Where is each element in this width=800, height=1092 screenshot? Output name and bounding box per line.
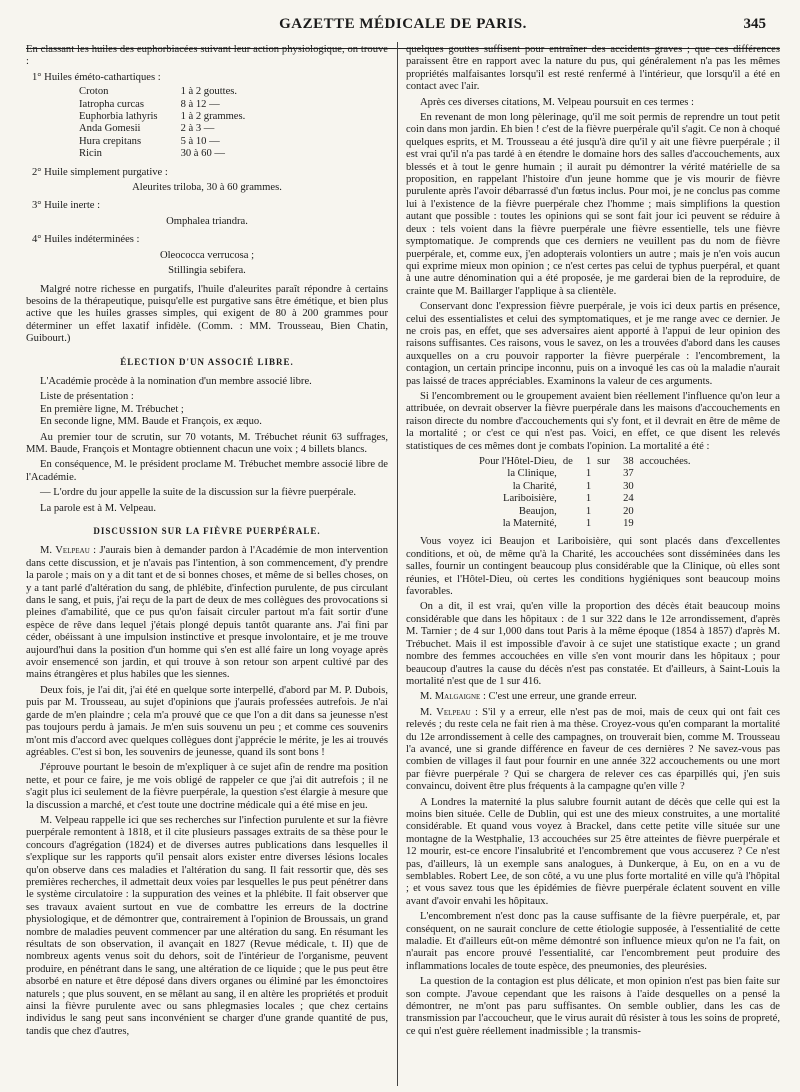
- mortality-place: Lariboisière,: [503, 493, 557, 505]
- category-4-item-2: Stillingia sebifera.: [168, 265, 246, 277]
- oil-name: Euphorbia lathyris: [79, 111, 158, 123]
- mortality-unit: [637, 481, 694, 493]
- velpeau-1-text: : J'aurais bien à demander pardon à l'Académie de mon intervention dans cette discussion, et je n'avais pas l'intention, à son commencement, d'y prendre la parole ; mais on y a dit tant et de si bonnes choses, et même de si belles choses, on y a tant parlé d'altération du sang, de phlébite, d'infection purulente, de pus circulant dans le sang, et puis, j'ai reçu de la part de deux de mes collègues des provocations si pleines d'amabilité, que ce pus qu'on faisait circuler partout m'a fait sortir d'une espèce de rêve dans lequel j'étais plongé depuis tantôt quarante ans. J'ai fini par céder, obéissant à une impulsion instinctive et presque involontaire, et je me trouve aujourd'hui dans la position d'un homme qui s'en est allé faire un long voyage après avoir ensemencé son jardin, et qui trouve à son retour son arpent cultivé par des mains étrangères et plus habiles que les siennes.: [26, 545, 388, 681]
- mortality-sur: sur: [597, 456, 611, 467]
- paragraph-velpeau-4: M. Velpeau rappelle ici que ses recherches sur l'infection purulente et sur la fièvre puerpérale remontent à 1818, et il cite plusieurs passages extraits de sa thèse pour le concours d'agrégation (1824) et de diverses autres publications dans lesquelles il s'explique sur les rapports qu'il pensait alors exister entre diverses lésions locales qu'on observe dans ces maladies et l'altération du sang. Il fait ressortir que, dès ses premières recherches, il admettait deux voies par lesquelles le pus peut pénétrer dans le système circulatoire : la suppuration des veines et la phlébite. Il fait observer que ses travaux avaient surtout en vue de combattre les erreurs de la doctrine physiologique, et de démontrer que, contrairement à l'opinion de Broussais, un grand nombre de maladies peuvent commencer par une altération du sang. En résumant les résultats de son observation, il avançait en 1827 (Revue médicale, t. II) que de nombreux agents venus soit du dehors, soit de l'intérieur de l'organisme, peuvent produire, en pénétrant dans le sang, une altération de ce liquide ; que le pus peut être absorbé en nature et être déposé dans divers organes ou éliminé par les émonctoires naturels ; que plus souvent, en se mêlant au sang, il en altère les propriétés et produit ainsi la fièvre purulente avec ou sans phlegmasies locales ; que chez certains individus le sang peut sans inconvénient se charger d'une grande quantité de pus, tandis que chez d'autres,: [26, 814, 388, 1037]
- paragraph-liste: Liste de présentation :: [40, 391, 134, 403]
- mortality-place: Pour l'Hôtel-Dieu,: [479, 456, 557, 467]
- mortality-n: 30: [623, 480, 634, 492]
- section-heading-election: ÉLECTION D'UN ASSOCIÉ LIBRE.: [120, 356, 294, 367]
- paragraph-richesse: Malgré notre richesse en purgatifs, l'huile d'aleurites paraît répondre à certains besoins de la thérapeutique, puisqu'elle est purgative sans être émétique, et bien plus active que les huiles grasses simples, qui exigent de 80 à 200 grammes pour déterminer un effet laxatif infidèle. (Comm. : MM. Trousseau, Bien Chatin, Guibourt.): [26, 283, 388, 345]
- oil-name: Ricin: [79, 148, 102, 160]
- mortality-row: [476, 468, 694, 480]
- mortality-de: [560, 468, 576, 480]
- paragraph-conservant: Conservant donc l'expression fièvre puerpérale, je vois ici deux partis en présence, celui des essentialistes et celui des symptomatiques, et je me range avec ce dernier. Je ne crois pas, en effet, que ses adversaires aient apporté à l'appui de leur opinion des raisons suffisantes. Ces raisons, vous le savez, on les a trouvées d'abord dans les causes auxquelles on a cru pouvoir rapporter la fièvre puerpérale : l'encombrement, la contagion, un certain principe inconnu, puis on a invoqué les cas où la maladie n'aurait pas laissé de traces appréciables. Examinons la valeur de ces arguments.: [406, 301, 780, 387]
- mortality-place: la Clinique,: [507, 468, 557, 480]
- paragraph-ligne-1: En première ligne, M. Trébuchet ;: [40, 403, 184, 415]
- mortality-unit: [637, 518, 694, 530]
- mortality-unit: [637, 493, 694, 505]
- mortality-table: [476, 456, 694, 530]
- category-2-title: 2° Huile simplement purgative :: [32, 166, 168, 178]
- mortality-sur: [594, 468, 613, 480]
- mortality-row: [476, 518, 694, 530]
- mortality-n: 37: [623, 468, 634, 480]
- emeto-cathartic-table: [76, 86, 248, 160]
- page-number: 345: [743, 16, 766, 32]
- mortality-row: [476, 481, 694, 493]
- paragraph-continuation: quelques gouttes suffisent pour entraîner des accidents graves ; que ces différences paraissent être en rapport avec la nature du pus, qui généralement n'a pas les mêmes propriétés malfaisantes lorsqu'il est resté renfermé à l'intérieur, que lorsqu'il a été en contact avec l'air.: [406, 44, 780, 93]
- oil-row: [76, 86, 248, 98]
- right-column: [406, 44, 780, 1086]
- mortality-n: 38: [623, 456, 634, 467]
- journal-title: GAZETTE MÉDICALE DE PARIS.: [279, 16, 527, 32]
- category-2-item: Aleurites triloba, 30 à 60 grammes.: [132, 182, 282, 194]
- oil-dose: 1 à 2 gouttes.: [180, 86, 238, 98]
- velpeau-reply-text: : S'il y a erreur, elle n'est pas de moi, mais de ceux qui ont fait ces relevés ; du reste cela ne fait rien à ma thèse. Croyez-vous qu'en comparant la mortalité du 12e arrondissement à celle des campagnes, on trouverait bien, comme M. Trousseau l'a avancé, une si grande différence en faveur de ces dernières ? Ne savez-vous pas combien de villages il faut pour fournir en une année 322 accouchements ou une mort par fièvre puerpérale ? Qui se chargera de relever ces cas éparpillés qui, j'en suis convaincu, doivent être plus fréquents à la campagne qu'en ville ?: [406, 706, 780, 793]
- mortality-place: Beaujon,: [518, 505, 557, 517]
- speaker-name: M. Velpeau: [40, 545, 90, 557]
- intro-paragraph: En classant les huiles des euphorbiacées suivant leur action physiologique, on trouve :: [26, 44, 388, 68]
- section-heading-discussion: DISCUSSION SUR LA FIÈVRE PUERPÉRALE.: [93, 526, 321, 536]
- paragraph-apres: Après ces diverses citations, M. Velpeau poursuit en ces termes :: [420, 96, 694, 108]
- paragraph-ordre: — L'ordre du jour appelle la suite de la discussion sur la fièvre puerpérale.: [40, 487, 357, 499]
- oil-row: [76, 99, 248, 111]
- mortality-place: la Charité,: [512, 480, 557, 492]
- mortality-de: [560, 481, 576, 493]
- paragraph-velpeau-reply: [406, 707, 780, 794]
- category-3-item: Omphalea triandra.: [166, 215, 248, 227]
- paragraph-lencombrement: L'encombrement n'est donc pas la cause suffisante de la fièvre puerpérale, et, par conséquent, on ne saurait conclure de cette étiologie supposée, à l'essentialité de cette maladie. Et d'ailleurs eût-on même démontré son influence mieux qu'on ne l'a fait, on n'aurait pas encore prouvé l'essentialité, car l'encombrement peut produire des inflammations locales de toute espèce, des pneumonies, des pleurésies.: [406, 911, 780, 972]
- oil-dose: 1 à 2 grammes.: [180, 111, 246, 123]
- mortality-de: [560, 493, 576, 505]
- mortality-de: de: [562, 456, 573, 467]
- mortality-a: 1: [585, 468, 592, 480]
- column-divider: [397, 42, 398, 1086]
- mortality-row: [476, 506, 694, 518]
- oil-row: [76, 111, 248, 123]
- mortality-unit: accouchées.: [639, 456, 691, 467]
- mortality-row: [476, 456, 694, 468]
- paragraph-velpeau-2: Deux fois, je l'ai dit, j'ai été en quelque sorte interpellé, d'abord par M. P. Dubois, puis par M. Trousseau, au sujet d'opinions que j'aurais professées autrefois. Je n'ai garde de m'en plaindre ; cela m'a prouvé que ce que l'on a dit dans sa jeunesse n'est pas toujours perdu à jamais. Je m'en suis souvenu un peu ; et comme ces souvenirs m'ont mis d'accord avec quelques collègues dont j'apprécie le mérite, je les ai trouvés agréables. C'est si bon, les souvenirs de jeunesse, quand ils sont bons !: [26, 684, 388, 758]
- mortality-unit: [637, 506, 694, 518]
- paragraph-contagion: La question de la contagion est plus délicate, et mon opinion n'est pas bien faite sur son compte. J'avoue cependant que les raisons à l'aide desquelles on a pensé la démontrer, ne m'ont pas paru suffisantes. On semble oublier, dans les cas de transmission par l'accoucheur, que le virus aurait dû résister à tous les soins de propreté, ce qui n'est guère réellement inadmissible ; la transmis-: [406, 976, 780, 1037]
- mortality-row: [476, 493, 694, 505]
- mortality-sur: [594, 481, 613, 493]
- oil-dose: 2 à 3 —: [180, 123, 215, 135]
- mortality-a: 1: [585, 456, 592, 467]
- mortality-n: 20: [623, 505, 634, 517]
- oil-name: Iatropha curcas: [79, 98, 144, 110]
- paragraph-consequence: En conséquence, M. le président proclame M. Trébuchet membre associé libre de l'Académie.: [26, 459, 388, 483]
- paragraph-ondit: On a dit, il est vrai, qu'en ville la proportion des décès était beaucoup moins considérable que dans les hôpitaux : de 1 sur 322 dans le 12e arrondissement, d'après M. Tarnier ; de 4 sur 1,000 dans tout Paris à la même époque (1854 à 1857) d'après M. Trébuchet. Mais il est impossible d'avoir à ce sujet une statistique exacte ; un grand nombre des femmes accouchées en ville s'en vont mourir dans les hôpitaux ; pour beaucoup d'autres la cause du décès n'est pas constatée. Et d'ailleurs, à Saint-Louis la mortalité n'est que de 1 sur 416.: [406, 601, 780, 687]
- mortality-de: [560, 506, 576, 518]
- paragraph-malgaigne: [406, 691, 780, 703]
- page-header: [26, 14, 780, 36]
- mortality-de: [560, 518, 576, 530]
- paragraph-scrutin: Au premier tour de scrutin, sur 70 votants, M. Trébuchet réunit 63 suffrages, MM. Baude, François et Montagre obtiennent chacun une voix ; 4 billets blancs.: [26, 431, 388, 455]
- oil-name: Anda Gomesii: [79, 123, 141, 135]
- mortality-a: 1: [585, 518, 592, 530]
- paragraph-encombrement: Si l'encombrement ou le groupement avaient bien réellement l'influence qu'on leur a attribuée, on devrait observer la fièvre puerpérale dans les maisons d'accouchements en raison directe du nombre d'accouchements qui s'y font, et il devrait en être de même de la mortalité ; or c'est ce qui n'est pas. Voici, en effet, ce que disent les relevés statistiques de ces mêmes dont je combats l'opinion. La mortalité a été :: [406, 390, 780, 452]
- paragraph-beaujon: Vous voyez ici Beaujon et Lariboisière, qui sont placés dans d'excellentes conditions, et où, de même qu'à la Charité, les accouchées sont disséminées dans les salles, fournir un contingent beaucoup plus considérable que la Clinique, où elles sont réunies, et l'Hôtel-Dieu, où certes les conditions hygiéniques sont beaucoup moins favorables.: [406, 536, 780, 598]
- paragraph-revenant: En revenant de mon long pèlerinage, qu'il me soit permis de reprendre un tout petit coin dans mon jardin. Eh bien ! c'est de la fièvre puerpérale qu'il s'agit. Ce non à choqué quelques esprits, et M. Trousseau a été jusqu'à dire qu'il y ait une fièvre puerpérale ; il est vrai qu'il n'a pas tardé à en étendre le domaine hors des salles d'accouchements, aux blessés et à tout le genre humain ; il aurait pu démontrer la vérité matérielle de sa proposition, en rappelant l'histoire d'un jeune homme que je vis mourir de fièvre purulente après l'avoir débarrassé d'un fœtus inclus. Pour moi, je ne conclus pas comme lui à l'existence de la fièvre puerpérale chez l'homme ; mais simplifions la question autant que possible : toutes les opinions qui se sont fait jour ici peuvent se réduire à deux : tels voient dans la fièvre puerpérale une fièvre essentielle, tels une fièvre symptomatique. Je comprends que ces derniers ne veuillent pas du nom de fièvre puerpérale, et, comme eux, j'en adopterais volontiers un autre ; mais je n'en vois aucun qui exprime mieux mon opinion ; ce n'est certes pas celui de typhus puerpéral, et quant à une autre dénomination qui a été proposée, je me garderai bien de la reproduire, de crainte que M. Baillarger l'applique à sa clientèle.: [406, 112, 780, 297]
- category-1-title: 1° Huiles éméto-cathartiques :: [32, 71, 161, 83]
- paragraph-parole: La parole est à M. Velpeau.: [40, 502, 156, 514]
- paragraph-academie: L'Académie procède à la nomination d'un membre associé libre.: [40, 375, 312, 387]
- mortality-sur: [594, 493, 613, 505]
- oil-name: Croton: [79, 86, 109, 98]
- mortality-place: la Maternité,: [502, 518, 557, 530]
- mortality-a: 1: [585, 493, 592, 505]
- paragraph-londres: A Londres la maternité la plus salubre fournit autant de décès que celle qui est la moins bien située. Celle de Dublin, qui est une des mieux construites, a une mortalité considérable. Et quand vous voyez à Brackel, dans cette petite ville située sur une montagne de la Westphalie, 13 accouchées sur 25 être atteintes de fièvre puerpérale et 12 mourir, est-ce encore l'insalubrité et l'encombrement que vous accuserez ? Ce n'est pas, d'ailleurs, là un exemple sans analogues, à Dunkerque, à Eu, on en a vu de semblables. Robert Lee, de son côté, a vu une plus forte mortalité en ville qu'à l'hôpital ; et vous savez tous que les épidémies de fièvre puerpérale éclatent souvent en ville avant d'avoir envahi les hôpitaux.: [406, 796, 780, 907]
- category-4-title: 4° Huiles indéterminées :: [32, 234, 140, 246]
- oil-row: [76, 136, 248, 148]
- oil-row: [76, 148, 248, 160]
- category-4-item-1: Oleococca verrucosa ;: [159, 249, 255, 261]
- mortality-sur: [594, 518, 613, 530]
- malgaigne-text: : C'est une erreur, une grande erreur.: [480, 691, 637, 703]
- speaker-name: M. Malgaigne: [420, 691, 481, 703]
- mortality-a: 1: [585, 480, 592, 492]
- oil-dose: 5 à 10 —: [180, 135, 220, 147]
- paragraph-velpeau-3: J'éprouve pourtant le besoin de m'expliquer à ce sujet afin de rendre ma position nette, et pour ce faire, je me vois obligé de rappeler ce que j'ai dit autrefois ; il ne s'agit plus ici seulement de la fièvre puerpérale, la question s'est élargie à mesure que la discussion a marché, et c'est toute une doctrine médicale qui a été mise en jeu.: [26, 762, 388, 811]
- category-3-title: 3° Huile inerte :: [32, 200, 101, 212]
- mortality-sur: [594, 506, 613, 518]
- mortality-n: 19: [623, 518, 634, 530]
- mortality-a: 1: [585, 505, 592, 517]
- oil-row: [76, 123, 248, 135]
- mortality-n: 24: [623, 493, 634, 505]
- paragraph-velpeau-1: [26, 545, 388, 681]
- oil-dose: 30 à 60 —: [180, 148, 225, 160]
- mortality-unit: [637, 468, 694, 480]
- speaker-name: M. Velpeau: [420, 706, 471, 718]
- left-column: [26, 44, 388, 1086]
- oil-name: Hura crepitans: [79, 135, 142, 147]
- paragraph-ligne-2: En seconde ligne, MM. Baude et François, ex æquo.: [40, 416, 262, 428]
- oil-dose: 8 à 12 —: [180, 98, 220, 110]
